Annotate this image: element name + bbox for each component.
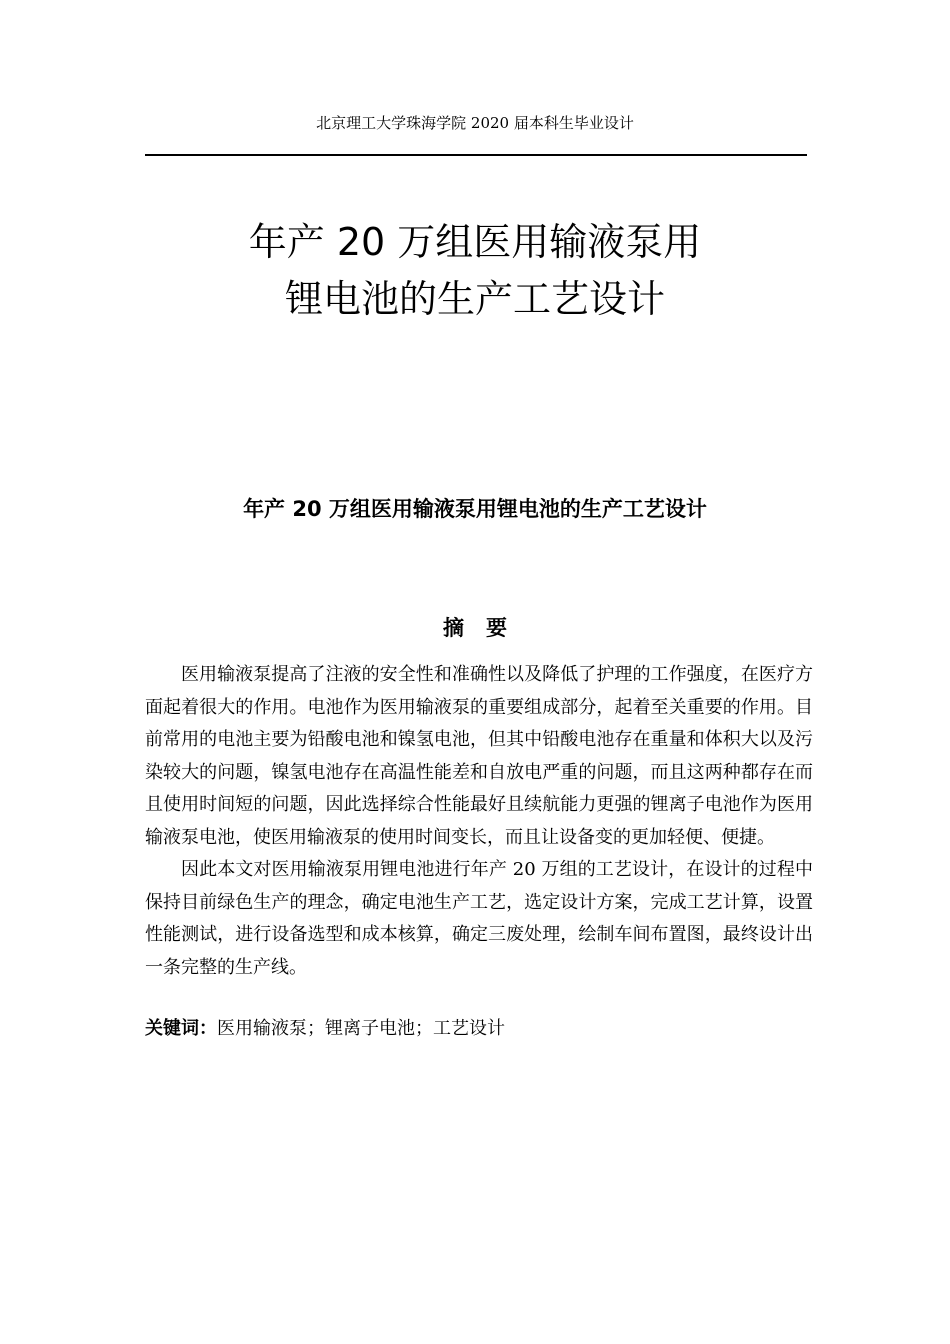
abstract-paragraph-1: 医用输液泵提高了注液的安全性和准确性以及降低了护理的工作强度，在医疗方面起着很大的作用。电池作为医用输液泵的重要组成部分，起着至关重要的作用。目前常用的电池主要为铅酸电池和镍氢电池，但其中铅酸电池存在重量和体积大以及污染较大的问题，镍氢电池存在高温性能差和自放电严重的问题，而且这两种都存在而且使用时间短的问题，因此选择综合性能最好且续航能力更强的锂离子电池作为医用输液泵电池，使医用输液泵的使用时间变长，而且让设备变的更加轻便、便捷。: [145, 664, 813, 848]
thesis-title: [0, 214, 950, 328]
running-header: 北京理工大学珠海学院 2020 届本科生毕业设计: [316, 114, 634, 132]
keywords-value: 医用输液泵；锂离子电池；工艺设计: [217, 1018, 505, 1039]
abstract-body: [145, 659, 813, 984]
thesis-title-line-1: 年产 20 万组医用输液泵用: [248, 220, 702, 264]
abstract-heading: 摘要: [443, 616, 529, 640]
header-divider: [145, 154, 807, 156]
abstract-paragraph-2: 因此本文对医用输液泵用锂电池进行年产 20 万组的工艺设计，在设计的过程中保持目前绿色生产的理念，确定电池生产工艺，选定设计方案，完成工艺计算，设置性能测试，进行设备选型和成本核算，确定三废处理，绘制车间布置图，最终设计出一条完整的生产线。: [145, 859, 813, 978]
keywords-label: 关键词：: [145, 1018, 217, 1039]
keywords: [145, 1014, 813, 1044]
abstract-title: 年产 20 万组医用输液泵用锂电池的生产工艺设计: [243, 497, 707, 521]
thesis-title-line-2: 锂电池的生产工艺设计: [284, 277, 665, 321]
